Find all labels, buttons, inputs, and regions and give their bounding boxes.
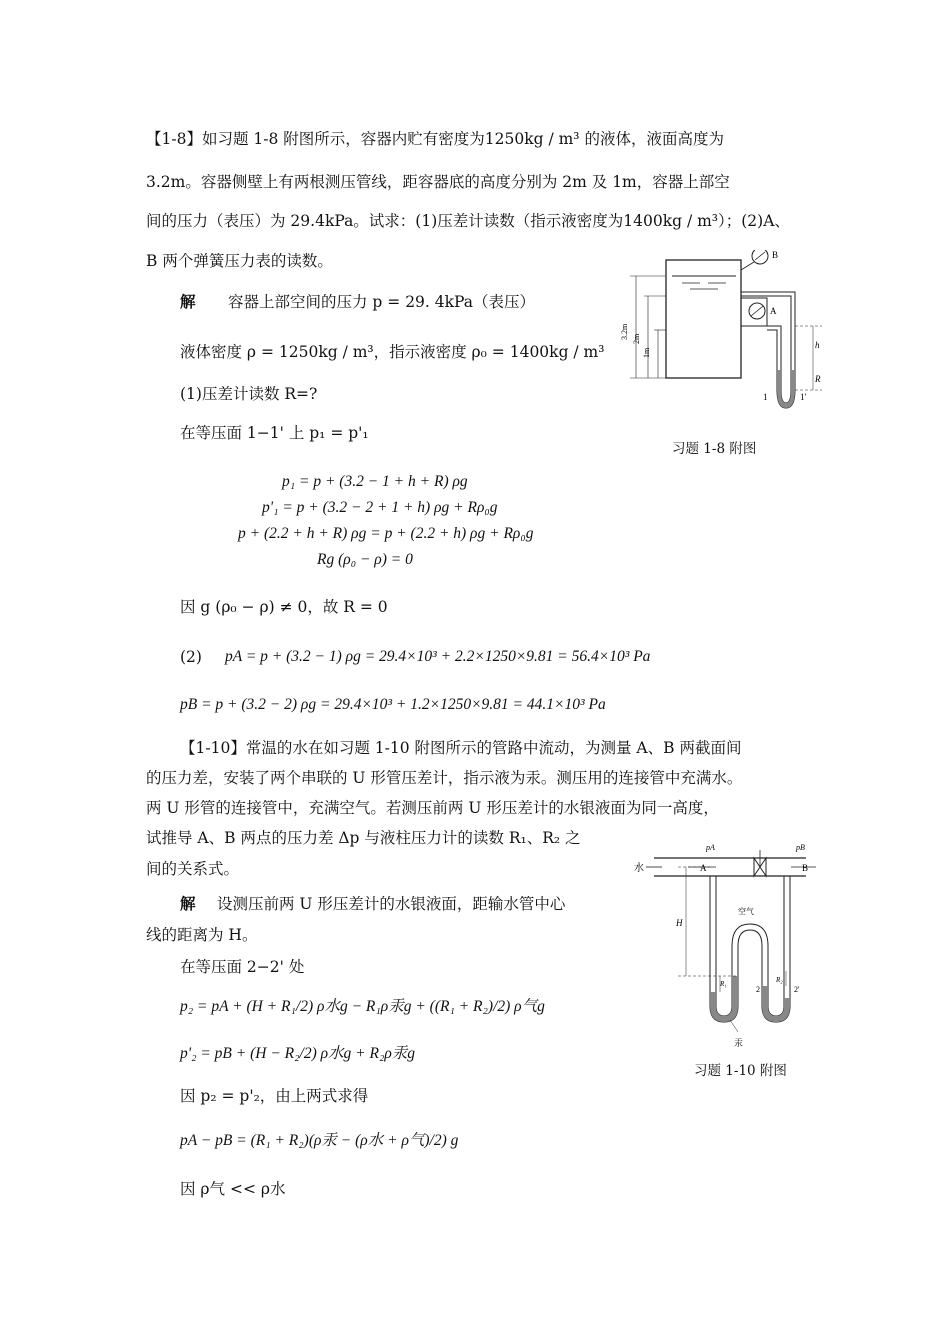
p18-equation-2: p'₁ = p + (3.2 − 2 + 1 + h) ρg + Rρ₀g [262, 499, 498, 516]
p110-last-line: 因 ρ气 << ρ水 [180, 1180, 286, 1198]
p110-solution-text-1: 设测压前两 U 形压差计的水银液面，距输水管中心 [217, 895, 566, 913]
p110-line5: 间的关系式。 [146, 860, 240, 878]
fig18-label-2m: 2m [632, 333, 641, 344]
p18-equation-1: p₁ = p + (3.2 − 1 + h + R) ρg [282, 473, 468, 490]
fig18-label-b: B [772, 250, 779, 260]
fig18-label-1p: 1' [800, 392, 807, 402]
p18-line4: B 两个弹簧压力表的读数。 [146, 252, 333, 270]
fig110-label-mercury: 汞 [734, 1038, 744, 1048]
fig110-label-r1: R₁ [720, 980, 727, 988]
p110-line3: 两 U 形管的连接管中，充满空气。若测压前两 U 形压差计的水银液面为同一高度， [146, 799, 719, 817]
p110-isobar-line: 在等压面 2−2' 处 [180, 958, 305, 976]
p110-line4: 试推导 A、B 两点的压力差 Δp 与液柱压力计的读数 R₁、R₂ 之 [146, 829, 581, 847]
fig110-label-2: 2 [756, 985, 760, 994]
p110-line2: 的压力差，安装了两个串联的 U 形管压差计，指示液为汞。测压用的连接管中充满水。 [146, 769, 743, 787]
fig18-label-1m: 1m [642, 347, 651, 358]
fig110-label-r2: R₂ [776, 976, 783, 984]
figure-1-10 [626, 836, 836, 1054]
p110-equation-3: pA − pB = (R₁ + R₂)(ρ汞 − (ρ水 + ρ气)/2) g [180, 1132, 459, 1149]
p18-question-2-label: (2) [180, 648, 202, 666]
p18-equation-3: p + (2.2 + h + R) ρg = p + (2.2 + h) ρg + Rρ₀g [238, 525, 534, 542]
fig18-label-32m: 3.2m [620, 323, 629, 340]
p18-equation-4: Rg (ρ₀ − ρ) = 0 [317, 551, 413, 568]
p110-equation-2: p'₂ = pB + (H − R₂/2) ρ水g + R₂ρ汞g [180, 1045, 416, 1062]
fig110-label-water: 水 [634, 863, 644, 874]
p18-question-1: (1)压差计读数 R=? [180, 385, 318, 403]
fig110-label-pb: pB [796, 843, 805, 852]
figure-1-8 [600, 250, 830, 420]
p110-equation-1: p₂ = pA + (H + R₁/2) ρ水g − R₁ρ汞g + ((R₁ + R₂)/2) ρ气g [180, 998, 545, 1015]
p18-solution-text: 容器上部空间的压力 p = 29. 4kPa（表压） [228, 293, 535, 311]
p18-isobar-line: 在等压面 1−1' 上 p₁ = p'₁ [180, 424, 369, 442]
p18-conclusion: 因 g (ρ₀ − ρ) ≠ 0，故 R = 0 [180, 598, 388, 616]
fig110-label-H: H [676, 918, 683, 928]
p110-solution-text-2: 线的距离为 H。 [146, 926, 258, 944]
p18-line1: 【1-8】如习题 1-8 附图所示，容器内贮有密度为1250kg / m³ 的液体，液面高度为 [146, 130, 724, 148]
fig18-label-r: R [815, 374, 821, 384]
fig110-label-air: 空气 [738, 907, 754, 916]
fig18-label-h: h [815, 340, 820, 350]
fig110-label-pa: pA [706, 843, 715, 852]
fig18-label-a: A [770, 306, 777, 316]
figure-1-10-caption: 习题 1-10 附图 [694, 1063, 787, 1079]
p18-pa-equation: pA = p + (3.2 − 1) ρg = 29.4×10³ + 2.2×1250×9.81 = 56.4×10³ Pa [225, 648, 651, 665]
p110-line1: 【1-10】常温的水在如习题 1-10 附图所示的管路中流动，为测量 A、B 两截面间 [180, 739, 742, 757]
fig110-label-b: B [802, 863, 809, 873]
p18-pb-equation: pB = p + (3.2 − 2) ρg = 29.4×10³ + 1.2×1250×9.81 = 44.1×10³ Pa [180, 696, 606, 713]
figure-1-8-caption: 习题 1-8 附图 [672, 441, 757, 457]
fig110-label-a: A [700, 863, 707, 873]
p110-solution-label: 解 [180, 894, 196, 913]
fig110-label-2p: 2' [794, 985, 800, 994]
p18-line2: 3.2m。容器侧壁上有两根测压管线，距容器底的高度分别为 2m 及 1m，容器上部空 [146, 173, 730, 191]
p110-since-line: 因 p₂ = p'₂，由上两式求得 [180, 1087, 369, 1105]
p18-solution-label: 解 [180, 292, 196, 311]
fig18-label-1: 1 [763, 392, 768, 402]
p18-line3: 间的压力（表压）为 29.4kPa。试求：(1)压差计读数（指示液密度为1400kg / m³）；(2)A、 [146, 212, 790, 230]
p18-density-line: 液体密度 ρ = 1250kg / m³，指示液密度 ρ₀ = 1400kg / m³ [180, 343, 605, 361]
